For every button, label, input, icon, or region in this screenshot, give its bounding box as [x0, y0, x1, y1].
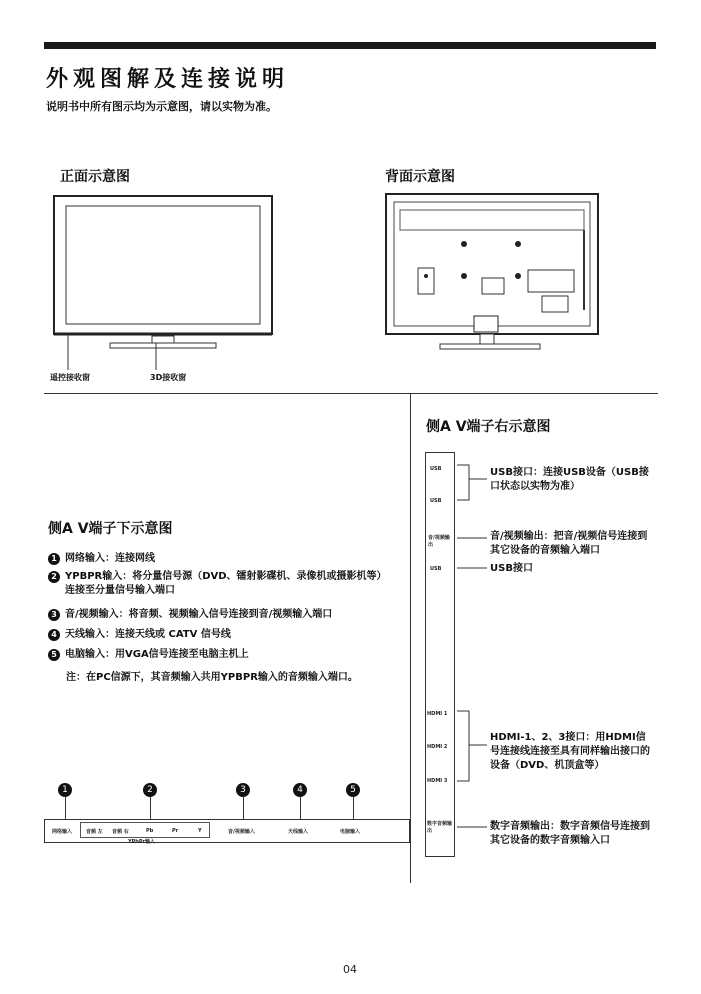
callout-4: 4	[293, 783, 307, 797]
front-heading: 正面示意图	[60, 169, 130, 185]
list-item	[48, 608, 388, 622]
pc-audio-note: 注：在PC信源下，其音频输入共用YPBPR输入的音频输入端口。	[66, 672, 358, 683]
page-number: 04	[343, 963, 357, 976]
bottom-side-heading: 侧A V端子下示意图	[48, 521, 173, 537]
3d-window-label: 3D接收窗	[150, 373, 187, 382]
port-label: Pr	[172, 828, 179, 834]
ypbpr-group-label: YPbPr输入	[128, 839, 155, 845]
panel-usb3: USB	[430, 566, 442, 572]
side-port-panel	[425, 452, 455, 857]
digital-audio-description: 数字音频输出：数字音频信号连接到其它设备的数字音频输入口	[490, 821, 650, 846]
list-item	[48, 648, 388, 662]
item-text: 电脑输入：用VGA信号连接至电脑主机上	[65, 649, 249, 660]
callout-line	[150, 797, 151, 819]
panel-hdmi2: HDMI 2	[427, 744, 448, 750]
callout-line	[353, 797, 354, 819]
page-title: 外观图解及连接说明	[46, 67, 290, 92]
port-label: 音频 左	[86, 829, 103, 835]
callout-2: 2	[143, 783, 157, 797]
back-view-diagram	[382, 190, 602, 360]
port-label: Y	[198, 828, 202, 834]
hdmi-description: HDMI-1、2、3接口：用HDMI信号连接线连接至具有同样输出接口的设备（DVD、机顶盒等）	[490, 732, 650, 771]
item-text: 天线输入：连接天线或 CATV 信号线	[65, 629, 231, 640]
item-number: 2	[48, 571, 60, 583]
item-text: 网络输入：连接网线	[65, 553, 155, 564]
panel-hdmi3: HDMI 3	[427, 778, 448, 784]
list-item	[48, 552, 388, 566]
page-subtitle: 说明书中所有图示均为示意图，请以实物为准。	[46, 100, 277, 113]
panel-digital-audio: 数字音频输出	[427, 821, 453, 834]
usb-description: USB接口：连接USB设备（USB接口状态以实物为准）	[490, 467, 649, 492]
callout-line	[300, 797, 301, 819]
item-text: 音/视频输入：将音频、视频输入信号连接到音/视频输入端口	[65, 609, 333, 620]
port-label: 天线输入	[288, 829, 309, 835]
port-label: 网络输入	[52, 829, 73, 835]
front-view-diagram	[48, 190, 278, 380]
callout-5: 5	[346, 783, 360, 797]
item-text: YPBPR输入：将分量信号源（DVD、镭射影碟机、录像机或摄影机等）连接至分量信号输入端口	[65, 571, 387, 596]
back-heading: 背面示意图	[385, 169, 455, 185]
callout-1: 1	[58, 783, 72, 797]
port-label: Pb	[146, 828, 154, 834]
av-out-description: 音/视频输出：把音/视频信号连接到其它设备的音频输入端口	[490, 531, 648, 556]
panel-av-out: 音/视频输出	[428, 535, 450, 548]
item-number: 3	[48, 609, 60, 621]
callout-line	[243, 797, 244, 819]
list-item	[48, 570, 388, 598]
right-side-heading: 侧A V端子右示意图	[426, 419, 551, 435]
panel-usb2: USB	[430, 498, 442, 504]
top-rule	[44, 42, 656, 49]
callout-line	[65, 797, 66, 819]
list-item	[48, 628, 388, 642]
vertical-divider	[410, 393, 411, 883]
section-divider	[44, 393, 410, 394]
panel-usb1: USB	[430, 466, 442, 472]
right-leader-lines	[455, 455, 495, 855]
item-number: 5	[48, 649, 60, 661]
remote-window-label: 遥控接收窗	[50, 373, 90, 382]
item-number: 1	[48, 553, 60, 565]
panel-hdmi1: HDMI 1	[427, 711, 448, 717]
section-divider-right	[410, 393, 658, 394]
item-number: 4	[48, 629, 60, 641]
port-label: 音/视频输入	[228, 829, 255, 835]
port-label: 音频 右	[112, 829, 129, 835]
port-label: 电脑输入	[340, 829, 361, 835]
callout-3: 3	[236, 783, 250, 797]
usb3-description: USB接口	[490, 563, 533, 574]
